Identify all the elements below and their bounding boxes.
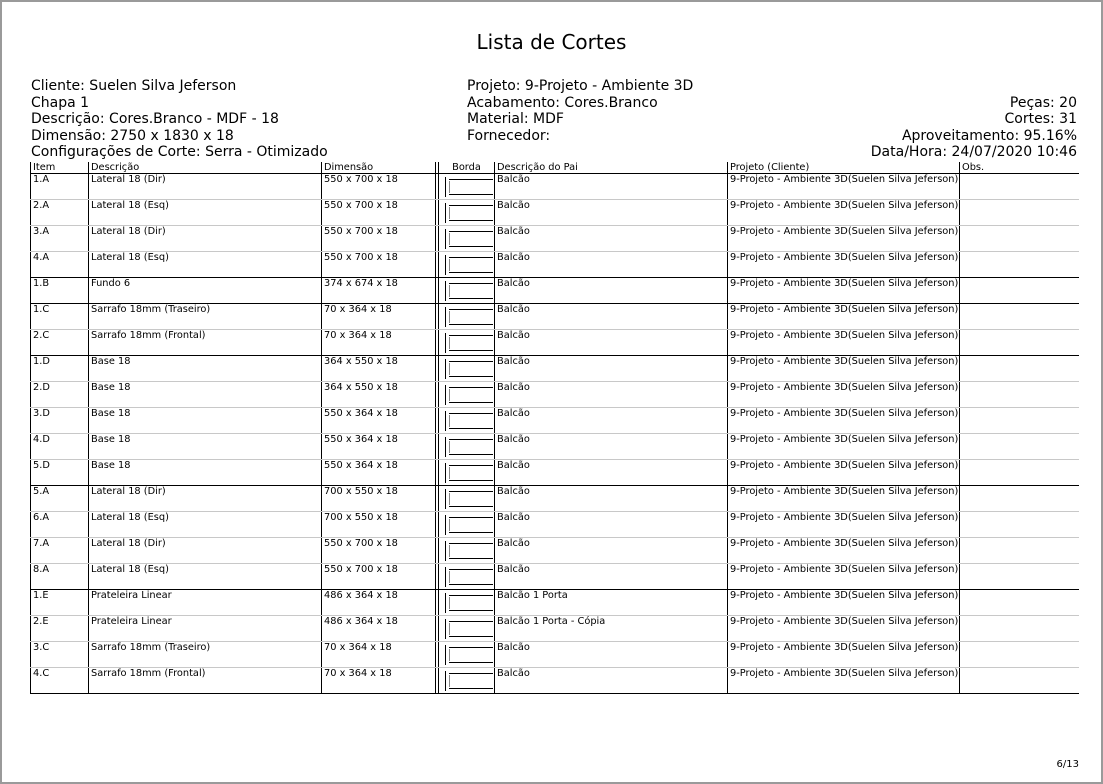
cell-dimensao: 550 x 700 x 18 <box>322 174 436 200</box>
table-row <box>31 226 1079 252</box>
cell-projeto: 9-Projeto - Ambiente 3D(Suelen Silva Jeferson) <box>728 616 960 642</box>
cell-obs <box>960 408 1079 434</box>
edge-diagram <box>439 668 495 694</box>
cell-projeto: 9-Projeto - Ambiente 3D(Suelen Silva Jeferson) <box>728 330 960 356</box>
cell-projeto: 9-Projeto - Ambiente 3D(Suelen Silva Jeferson) <box>728 434 960 460</box>
header-right <box>871 78 1077 161</box>
col-header-descricao: Descrição <box>89 162 322 174</box>
cell-dimensao: 700 x 550 x 18 <box>322 512 436 538</box>
edge-banding-icon <box>445 671 490 691</box>
cell-item: 1.C <box>31 304 89 330</box>
cell-obs <box>960 434 1079 460</box>
edge-banding-icon <box>445 385 490 405</box>
edge-banding-icon <box>445 333 490 353</box>
pecas-text: Peças: 20 <box>1009 94 1077 111</box>
edge-diagram <box>439 252 495 278</box>
cell-descricao: Prateleira Linear <box>89 616 322 642</box>
cell-descricao: Base 18 <box>89 434 322 460</box>
edge-diagram <box>439 304 495 330</box>
cell-projeto: 9-Projeto - Ambiente 3D(Suelen Silva Jeferson) <box>728 278 960 304</box>
cell-descricao-pai: Balcão <box>495 356 728 382</box>
cell-descricao-pai: Balcão <box>495 330 728 356</box>
cut-list-table <box>30 162 1079 694</box>
edge-diagram <box>439 356 495 382</box>
cell-descricao-pai: Balcão <box>495 668 728 694</box>
cell-descricao: Lateral 18 (Dir) <box>89 538 322 564</box>
cell-item: 1.B <box>31 278 89 304</box>
page-number: 6/13 <box>1056 759 1079 770</box>
fornecedor-text: Fornecedor: <box>467 127 551 144</box>
cell-obs <box>960 538 1079 564</box>
edge-banding-icon <box>445 411 490 431</box>
cell-projeto: 9-Projeto - Ambiente 3D(Suelen Silva Jeferson) <box>728 668 960 694</box>
cell-descricao-pai: Balcão <box>495 434 728 460</box>
table-row <box>31 564 1079 590</box>
edge-diagram <box>439 200 495 226</box>
table-row <box>31 590 1079 616</box>
table-row <box>31 200 1079 226</box>
cell-descricao-pai: Balcão 1 Porta <box>495 590 728 616</box>
table-row <box>31 486 1079 512</box>
aproveitamento-text: Aproveitamento: 95.16% <box>901 127 1077 144</box>
edge-banding-icon <box>445 281 490 301</box>
cell-descricao: Prateleira Linear <box>89 590 322 616</box>
table-row <box>31 642 1079 668</box>
col-header-descricao-pai: Descrição do Pai <box>495 162 728 174</box>
cell-descricao-pai: Balcão <box>495 200 728 226</box>
edge-banding-icon <box>445 229 490 249</box>
cell-obs <box>960 356 1079 382</box>
table-row <box>31 616 1079 642</box>
cell-obs <box>960 330 1079 356</box>
edge-diagram <box>439 486 495 512</box>
cell-projeto: 9-Projeto - Ambiente 3D(Suelen Silva Jeferson) <box>728 304 960 330</box>
cell-descricao: Lateral 18 (Esq) <box>89 252 322 278</box>
edge-banding-icon <box>445 645 490 665</box>
cortes-text: Cortes: 31 <box>1004 111 1077 128</box>
cell-dimensao: 550 x 700 x 18 <box>322 226 436 252</box>
edge-diagram <box>439 642 495 668</box>
cell-item: 1.E <box>31 590 89 616</box>
cell-dimensao: 550 x 700 x 18 <box>322 252 436 278</box>
cell-item: 5.A <box>31 486 89 512</box>
cell-descricao: Lateral 18 (Dir) <box>89 486 322 512</box>
col-header-projeto-cliente: Projeto (Cliente) <box>728 162 960 174</box>
cell-dimensao: 70 x 364 x 18 <box>322 330 436 356</box>
cell-projeto: 9-Projeto - Ambiente 3D(Suelen Silva Jeferson) <box>728 174 960 200</box>
cell-item: 2.A <box>31 200 89 226</box>
cell-descricao: Lateral 18 (Esq) <box>89 200 322 226</box>
edge-diagram <box>439 382 495 408</box>
cell-item: 3.C <box>31 642 89 668</box>
cell-descricao-pai: Balcão <box>495 538 728 564</box>
table-row <box>31 278 1079 304</box>
cell-dimensao: 364 x 550 x 18 <box>322 382 436 408</box>
dimensao-text: Dimensão: 2750 x 1830 x 18 <box>31 127 234 144</box>
table-row <box>31 304 1079 330</box>
edge-banding-icon <box>445 203 490 223</box>
table-row <box>31 174 1079 200</box>
cell-item: 3.A <box>31 226 89 252</box>
cell-descricao: Sarrafo 18mm (Traseiro) <box>89 304 322 330</box>
edge-diagram <box>439 460 495 486</box>
cell-projeto: 9-Projeto - Ambiente 3D(Suelen Silva Jeferson) <box>728 460 960 486</box>
table-row <box>31 382 1079 408</box>
col-header-item: Item <box>31 162 89 174</box>
col-header-obs: Obs. <box>960 162 1079 174</box>
cell-dimensao: 70 x 364 x 18 <box>322 304 436 330</box>
cell-descricao-pai: Balcão <box>495 408 728 434</box>
edge-banding-icon <box>445 541 490 561</box>
cell-obs <box>960 382 1079 408</box>
table-header-row <box>31 162 1079 174</box>
cell-descricao: Lateral 18 (Dir) <box>89 174 322 200</box>
cell-obs <box>960 304 1079 330</box>
cell-descricao: Fundo 6 <box>89 278 322 304</box>
cell-projeto: 9-Projeto - Ambiente 3D(Suelen Silva Jeferson) <box>728 590 960 616</box>
cell-descricao-pai: Balcão <box>495 174 728 200</box>
cell-descricao-pai: Balcão 1 Porta - Cópia <box>495 616 728 642</box>
cell-projeto: 9-Projeto - Ambiente 3D(Suelen Silva Jeferson) <box>728 382 960 408</box>
cell-projeto: 9-Projeto - Ambiente 3D(Suelen Silva Jeferson) <box>728 538 960 564</box>
edge-banding-icon <box>445 619 490 639</box>
cell-item: 4.C <box>31 668 89 694</box>
cell-item: 2.D <box>31 382 89 408</box>
projeto-text: Projeto: 9-Projeto - Ambiente 3D <box>467 78 694 94</box>
cell-obs <box>960 564 1079 590</box>
col-header-borda: Borda <box>439 162 495 174</box>
cell-item: 4.A <box>31 252 89 278</box>
cell-dimensao: 70 x 364 x 18 <box>322 668 436 694</box>
datahora-text: Data/Hora: 24/07/2020 10:46 <box>870 144 1077 161</box>
cell-descricao: Lateral 18 (Esq) <box>89 512 322 538</box>
cell-item: 3.D <box>31 408 89 434</box>
cell-obs <box>960 616 1079 642</box>
col-header-dimensao: Dimensão <box>322 162 436 174</box>
cell-item: 5.D <box>31 460 89 486</box>
cell-obs <box>960 252 1079 278</box>
cell-descricao-pai: Balcão <box>495 512 728 538</box>
cell-descricao-pai: Balcão <box>495 226 728 252</box>
cell-item: 1.D <box>31 356 89 382</box>
cell-descricao-pai: Balcão <box>495 278 728 304</box>
cell-dimensao: 550 x 364 x 18 <box>322 460 436 486</box>
edge-banding-icon <box>445 593 490 613</box>
cell-projeto: 9-Projeto - Ambiente 3D(Suelen Silva Jeferson) <box>728 226 960 252</box>
material-text: Material: MDF <box>467 111 564 128</box>
cell-dimensao: 700 x 550 x 18 <box>322 486 436 512</box>
cell-descricao: Sarrafo 18mm (Traseiro) <box>89 642 322 668</box>
cell-projeto: 9-Projeto - Ambiente 3D(Suelen Silva Jeferson) <box>728 642 960 668</box>
cell-descricao-pai: Balcão <box>495 304 728 330</box>
table-row <box>31 330 1079 356</box>
cell-obs <box>960 278 1079 304</box>
edge-diagram <box>439 434 495 460</box>
cell-projeto: 9-Projeto - Ambiente 3D(Suelen Silva Jeferson) <box>728 408 960 434</box>
table-row <box>31 356 1079 382</box>
cell-projeto: 9-Projeto - Ambiente 3D(Suelen Silva Jeferson) <box>728 512 960 538</box>
cell-item: 1.A <box>31 174 89 200</box>
report-title: Lista de Cortes <box>476 30 627 54</box>
edge-banding-icon <box>445 359 490 379</box>
cell-obs <box>960 460 1079 486</box>
cell-dimensao: 486 x 364 x 18 <box>322 590 436 616</box>
cell-projeto: 9-Projeto - Ambiente 3D(Suelen Silva Jeferson) <box>728 564 960 590</box>
cell-descricao: Sarrafo 18mm (Frontal) <box>89 330 322 356</box>
table-row <box>31 408 1079 434</box>
cell-dimensao: 374 x 674 x 18 <box>322 278 436 304</box>
cell-dimensao: 364 x 550 x 18 <box>322 356 436 382</box>
cell-dimensao: 486 x 364 x 18 <box>322 616 436 642</box>
edge-diagram <box>439 408 495 434</box>
edge-diagram <box>439 174 495 200</box>
cell-descricao-pai: Balcão <box>495 382 728 408</box>
cell-descricao: Lateral 18 (Dir) <box>89 226 322 252</box>
cell-obs <box>960 590 1079 616</box>
cell-descricao: Base 18 <box>89 382 322 408</box>
cell-dimensao: 70 x 364 x 18 <box>322 642 436 668</box>
cell-descricao: Base 18 <box>89 356 322 382</box>
cell-obs <box>960 226 1079 252</box>
configuracoes-text: Configurações de Corte: Serra - Otimizado <box>31 144 328 161</box>
descricao-text: Descrição: Cores.Branco - MDF - 18 <box>31 111 279 128</box>
table-row <box>31 512 1079 538</box>
table-row <box>31 538 1079 564</box>
edge-banding-icon <box>445 307 490 327</box>
edge-banding-icon <box>445 177 490 197</box>
cell-projeto: 9-Projeto - Ambiente 3D(Suelen Silva Jeferson) <box>728 252 960 278</box>
cell-obs <box>960 486 1079 512</box>
cell-dimensao: 550 x 700 x 18 <box>322 538 436 564</box>
edge-diagram <box>439 330 495 356</box>
cell-projeto: 9-Projeto - Ambiente 3D(Suelen Silva Jeferson) <box>728 200 960 226</box>
cell-dimensao: 550 x 364 x 18 <box>322 408 436 434</box>
edge-banding-icon <box>445 489 490 509</box>
cell-descricao: Sarrafo 18mm (Frontal) <box>89 668 322 694</box>
cell-descricao-pai: Balcão <box>495 252 728 278</box>
cell-descricao: Base 18 <box>89 408 322 434</box>
cell-obs <box>960 200 1079 226</box>
cell-descricao-pai: Balcão <box>495 564 728 590</box>
edge-diagram <box>439 538 495 564</box>
cell-obs <box>960 174 1079 200</box>
cell-descricao-pai: Balcão <box>495 460 728 486</box>
edge-diagram <box>439 564 495 590</box>
cell-item: 6.A <box>31 512 89 538</box>
table-row <box>31 668 1079 694</box>
cell-obs <box>960 668 1079 694</box>
edge-diagram <box>439 616 495 642</box>
cell-item: 8.A <box>31 564 89 590</box>
cell-descricao-pai: Balcão <box>495 486 728 512</box>
cell-dimensao: 550 x 700 x 18 <box>322 564 436 590</box>
cell-item: 7.A <box>31 538 89 564</box>
cell-descricao: Base 18 <box>89 460 322 486</box>
cell-descricao-pai: Balcão <box>495 642 728 668</box>
table-row <box>31 434 1079 460</box>
edge-banding-icon <box>445 567 490 587</box>
cell-projeto: 9-Projeto - Ambiente 3D(Suelen Silva Jeferson) <box>728 486 960 512</box>
chapa-text: Chapa 1 <box>31 94 90 111</box>
edge-banding-icon <box>445 463 490 483</box>
cell-dimensao: 550 x 700 x 18 <box>322 200 436 226</box>
edge-banding-icon <box>445 437 490 457</box>
edge-diagram <box>439 226 495 252</box>
edge-diagram <box>439 590 495 616</box>
table-row <box>31 252 1079 278</box>
cell-projeto: 9-Projeto - Ambiente 3D(Suelen Silva Jeferson) <box>728 356 960 382</box>
edge-diagram <box>439 278 495 304</box>
cell-dimensao: 550 x 364 x 18 <box>322 434 436 460</box>
edge-banding-icon <box>445 255 490 275</box>
cell-obs <box>960 512 1079 538</box>
cell-item: 2.E <box>31 616 89 642</box>
table-row <box>31 460 1079 486</box>
header-left <box>31 78 328 161</box>
cell-obs <box>960 642 1079 668</box>
header-middle <box>467 78 693 144</box>
cell-descricao: Lateral 18 (Esq) <box>89 564 322 590</box>
cliente-text: Cliente: Suelen Silva Jeferson <box>31 78 237 94</box>
acabamento-text: Acabamento: Cores.Branco <box>467 94 658 111</box>
edge-diagram <box>439 512 495 538</box>
cell-item: 4.D <box>31 434 89 460</box>
edge-banding-icon <box>445 515 490 535</box>
cell-item: 2.C <box>31 330 89 356</box>
